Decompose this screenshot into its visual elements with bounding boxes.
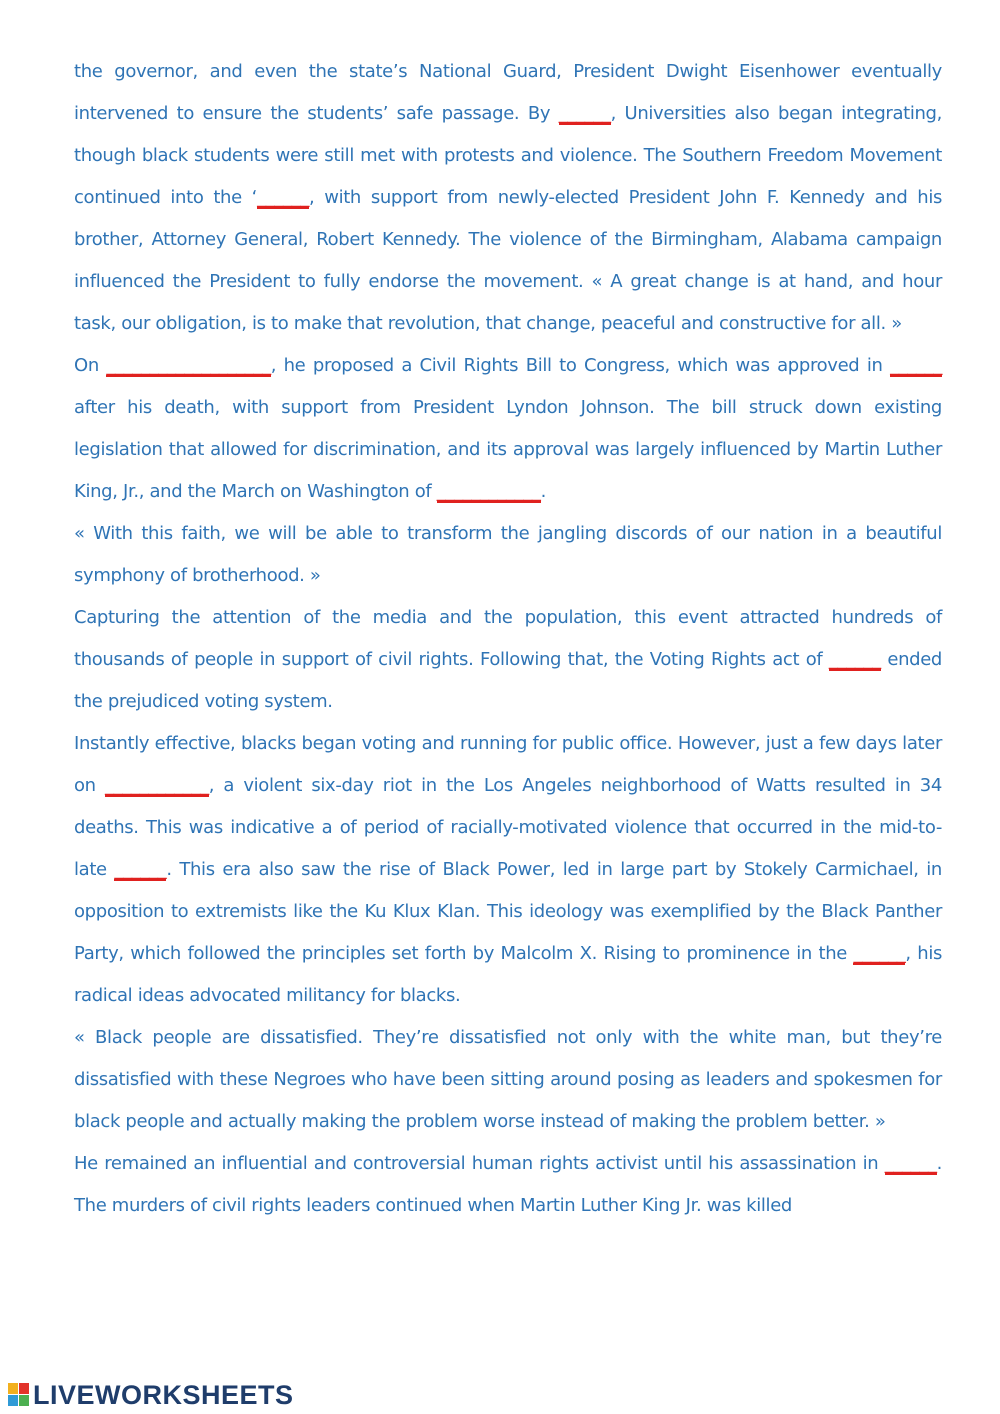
answer-blank[interactable]: ______ (114, 859, 167, 880)
liveworksheets-logo-icon (8, 1383, 30, 1407)
answer-blank[interactable]: ______ (558, 103, 611, 124)
worksheet-page (74, 51, 942, 1227)
paragraph (74, 345, 942, 513)
footer-logo (8, 1380, 294, 1410)
paragraph (74, 597, 942, 723)
answer-blank[interactable]: ______ (884, 1153, 937, 1174)
answer-blank[interactable]: ______ (890, 355, 943, 376)
text-run: after his death, with support from President Lyndon Johnson. The bill struck down existing legislation that allowed for discrimination, and its approval was largely influenced by Martin Luther King, Jr., and the March on Washington of (74, 397, 942, 502)
text-run: , a violent six-day riot in the Los Angeles neighborhood of Watts resulted in 34 deaths. This was indicative a of period of racially-motivated violence that occurred in the mid-to-late (74, 775, 943, 880)
paragraph (74, 1017, 942, 1143)
text-run: , he proposed a Civil Rights Bill to Congress, which was approved in (270, 355, 891, 376)
text-run: « Black people are dissatisfied. They’re dissatisfied not only with the white man, but they’re dissatisfied with these Negroes who have been sitting around posing as leaders and spokesmen for black people and actually making the problem worse instead of making the problem better. » (74, 1027, 942, 1132)
answer-blank[interactable]: ____________ (104, 775, 209, 796)
text-run: . The murders of civil rights leaders continued when Martin Luther King Jr. was killed (74, 1153, 942, 1216)
answer-blank[interactable]: ____________ (436, 481, 541, 502)
text-run: On (74, 355, 107, 376)
text-run: ended the prejudiced voting system. (74, 649, 943, 712)
text-run: Instantly effective, blacks began voting and running for public office. However, just a few days later on (74, 733, 942, 796)
answer-blank[interactable]: ______ (257, 187, 309, 208)
brand-name: LIVEWORKSHEETS (33, 1379, 294, 1410)
text-run: , his radical ideas advocated militancy for blacks. (74, 943, 942, 1006)
worksheet-text (74, 51, 942, 1227)
text-run: . This era also saw the rise of Black Power, led in large part by Stokely Carmichael, in opposition to extremists like the Ku Klux Klan. This ideology was exemplified by the Black Panther Party, which followed the principles set forth by Malcolm X. Rising to prominence in the (74, 859, 942, 964)
answer-blank[interactable]: ______ (828, 649, 881, 670)
text-run: . (540, 481, 546, 502)
text-run: He remained an influential and controversial human rights activist until his assassination in (74, 1153, 885, 1174)
text-run: « With this faith, we will be able to transform the jangling discords of our nation in a beautiful symphony of brotherhood. » (74, 523, 942, 586)
paragraph (74, 513, 942, 597)
answer-blank[interactable]: ______ (853, 943, 906, 964)
paragraph (74, 723, 942, 1017)
answer-blank[interactable]: ___________________ (106, 355, 271, 376)
text-run: , Universities also began integrating, though black students were still met with protests and violence. The Southern Freedom Movement continued into the ‘ (74, 103, 942, 208)
text-run: , with support from newly-elected President John F. Kennedy and his brother, Attorney General, Robert Kennedy. The violence of the Birmingham, Alabama campaign influenced the President to fully endorse the movement. « A great change is at hand, and hour task, our obligation, is to make that revolution, that change, peaceful and constructive for all. » (74, 187, 942, 334)
text-run: Capturing the attention of the media and the population, this event attracted hundreds of thousands of people in support of civil rights. Following that, the Voting Rights act of (74, 607, 942, 670)
paragraph (74, 1143, 942, 1227)
paragraph (74, 51, 942, 345)
text-run: the governor, and even the state’s National Guard, President Dwight Eisenhower eventually intervened to ensure the students’ safe passage. By (74, 61, 942, 124)
